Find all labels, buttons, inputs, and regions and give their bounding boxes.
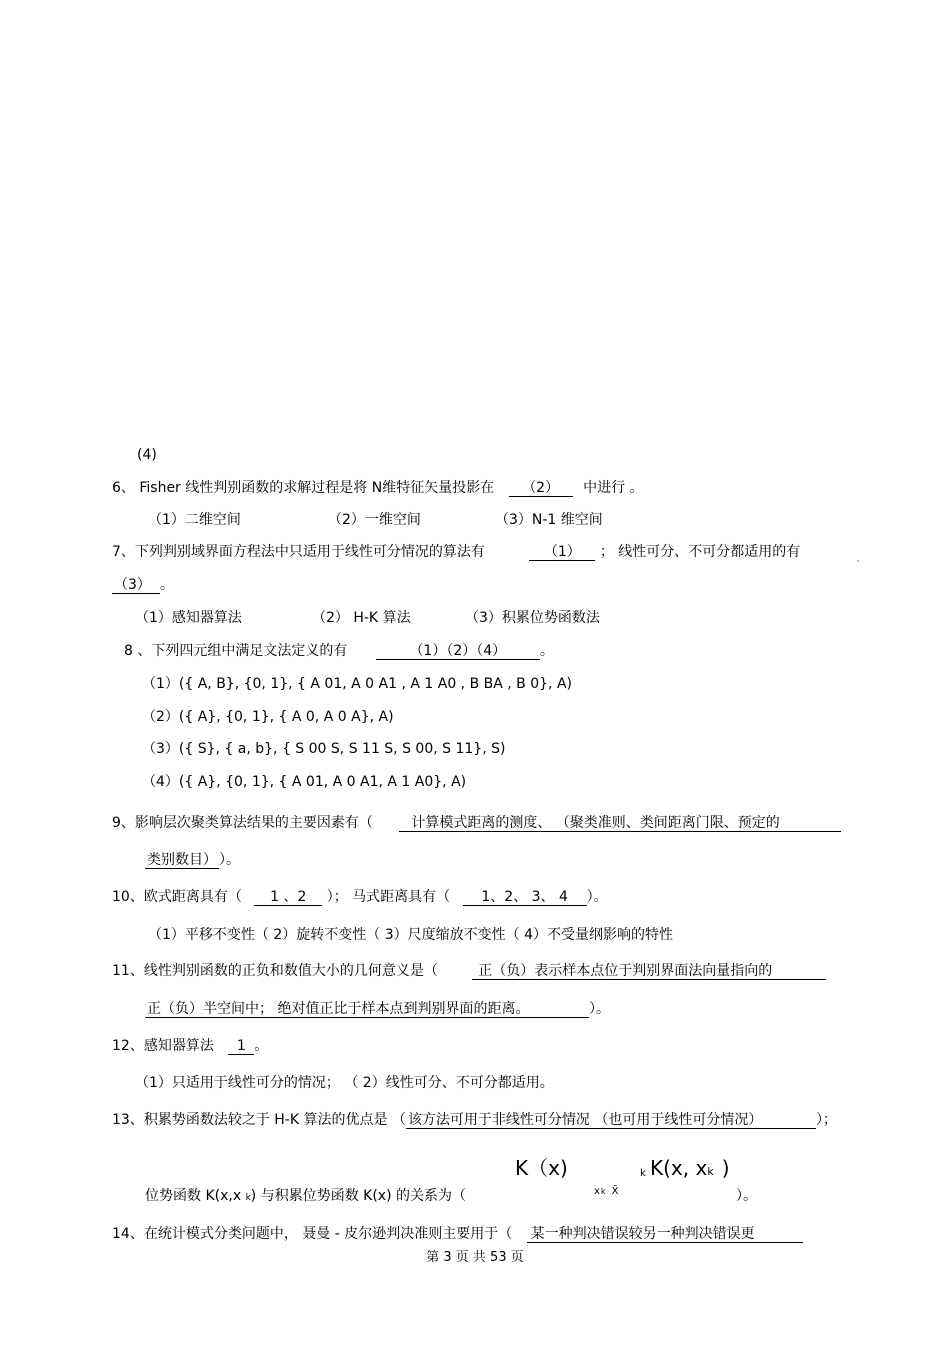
formula-rhs [650, 1157, 730, 1183]
q11-suffix: ）。 [589, 1001, 610, 1017]
q7-prefix: 7、下列判别域界面方程法中只适用于线性可分情况的算法有 [112, 544, 485, 560]
question-13 [112, 1111, 837, 1129]
question-12 [112, 1037, 268, 1055]
q6-prefix: 6、 Fisher 线性判别函数的求解过程是将 N维特征矢量投影在 [112, 480, 495, 496]
q8-answer: （1）（2）（4） [376, 643, 540, 660]
formula-sum-k: k [600, 1187, 606, 1196]
question-13-line-2 [145, 1187, 466, 1207]
stray-mark [857, 560, 859, 562]
q9-answer-line-1: 计算模式距离的测度、 （聚类准则、类间距离门限、预定的 [399, 815, 841, 832]
formula-sum-x: x [594, 1186, 600, 1197]
q6-option-2: （2）一维空间 [328, 512, 421, 528]
q14-prefix: 14、在统计模式分类问题中， 聂曼 - 皮尔逊判决准则主要用于（ [112, 1226, 513, 1242]
q7-answer-2: （3） [112, 577, 160, 594]
q6-suffix: 中进行 。 [583, 480, 644, 496]
q9-prefix: 9、影响层次聚类算法结果的主要因素有（ [112, 815, 373, 831]
question-7-line-2 [112, 576, 174, 594]
q13-line2-prefix: 位势函数 K(x,x [145, 1188, 246, 1204]
formula-rhs-subscript: k [707, 1165, 714, 1178]
q7-option-1: （1）感知器算法 [135, 610, 242, 626]
q13-line2-subscript: k [245, 1193, 251, 1203]
question-14 [112, 1225, 803, 1243]
q8-option-1: （1）({ A, B}, {0, 1}, { A 01, A 0 A1 , A 1 A0 , B BA , B 0}, A) [142, 676, 572, 692]
formula-rhs-kernel: K(x, x [650, 1156, 708, 1180]
q14-answer: 某一种判决错误较另一种判决错误更 [527, 1226, 803, 1243]
q10-options: （1）平移不变性（ 2）旋转不变性（ 3）尺度缩放不变性（ 4）不受量纲影响的特性 [148, 927, 673, 943]
q7-option-2: （2） H-K 算法 [312, 610, 411, 626]
q12-options: （1）只适用于线性可分的情况； （ 2）线性可分、不可分都适用。 [135, 1075, 554, 1091]
q7-answer-1: （1） [529, 544, 595, 561]
q9-answer-line-2: 类别数目） [147, 852, 217, 868]
question-11-line-2 [145, 1000, 610, 1018]
q11-prefix: 11、线性判别函数的正负和数值大小的几何意义是（ [112, 963, 438, 979]
formula-rhs-close: ) [721, 1156, 730, 1180]
q10-answer-1: 1 、2 [254, 889, 322, 906]
q8-option-2: （2）({ A}, {0, 1}, { A 0, A 0 A}, A) [142, 709, 394, 725]
q12-prefix: 12、感知器算法 [112, 1038, 214, 1054]
page-footer: 第 3 页 共 53 页 [426, 1250, 524, 1265]
q7-middle: ； 线性可分、不可分都适用的有 [599, 544, 801, 560]
q10-middle: ）； 马式距离具有（ [326, 889, 451, 905]
q10-suffix: ）。 [586, 889, 608, 905]
formula-alpha-subscript: k [640, 1168, 646, 1179]
q13-prefix: 13、积累势函数法较之于 H-K 算法的优点是 （ [112, 1112, 406, 1128]
q7-option-3: （3）积累位势函数法 [465, 610, 600, 626]
question-10 [112, 888, 608, 906]
formula-lhs: K（x) [515, 1156, 568, 1180]
q8-option-4: （4）({ A}, {0, 1}, { A 01, A 0 A1, A 1 A0}, A) [142, 774, 467, 790]
q13-suffix: ）； [815, 1112, 837, 1128]
question-9-line-2 [145, 851, 240, 869]
q5-tail: (4) [137, 447, 157, 463]
q8-prefix: 8 、下列四元组中满足文法定义的有 [124, 643, 348, 659]
q10-answer-2: 1、2、 3、 4 [463, 889, 587, 906]
q11-answer-line-2: 正（负）半空间中； 绝对值正比于样本点到判别界面的距离。 [145, 1001, 589, 1018]
q8-option-3: （3）({ S}, { a, b}, { S 00 S, S 11 S, S 00, S 11}, S) [142, 741, 506, 757]
question-6 [112, 479, 644, 497]
q12-suffix: 。 [254, 1038, 269, 1054]
question-11 [112, 962, 826, 980]
q13-answer: 该方法可用于非线性可分情况 （也可用于线性可分情况） [406, 1112, 816, 1129]
q6-option-1: （1）二维空间 [148, 512, 241, 528]
question-8 [124, 642, 554, 660]
question-9 [112, 814, 841, 832]
q12-answer: 1 [228, 1038, 254, 1055]
question-7 [112, 543, 800, 561]
q8-suffix: 。 [539, 643, 554, 659]
q10-prefix: 10、欧式距离具有（ [112, 889, 242, 905]
q13-line2-mid: ) 与积累位势函数 K(x) 的关系为（ [250, 1188, 466, 1204]
q9-suffix: ）。 [219, 852, 240, 868]
q11-answer-line-1: 正（负）表示样本点位于判别界面法向量指向的 [472, 963, 826, 980]
formula-sum-index [594, 1186, 618, 1198]
q13-line2-suffix: ）。 [736, 1188, 757, 1204]
q6-answer: （2） [509, 480, 573, 497]
q7-suffix: 。 [160, 577, 174, 593]
q6-option-3: （3）N-1 维空间 [495, 512, 603, 528]
formula-sum-set: X̃ [611, 1186, 619, 1197]
